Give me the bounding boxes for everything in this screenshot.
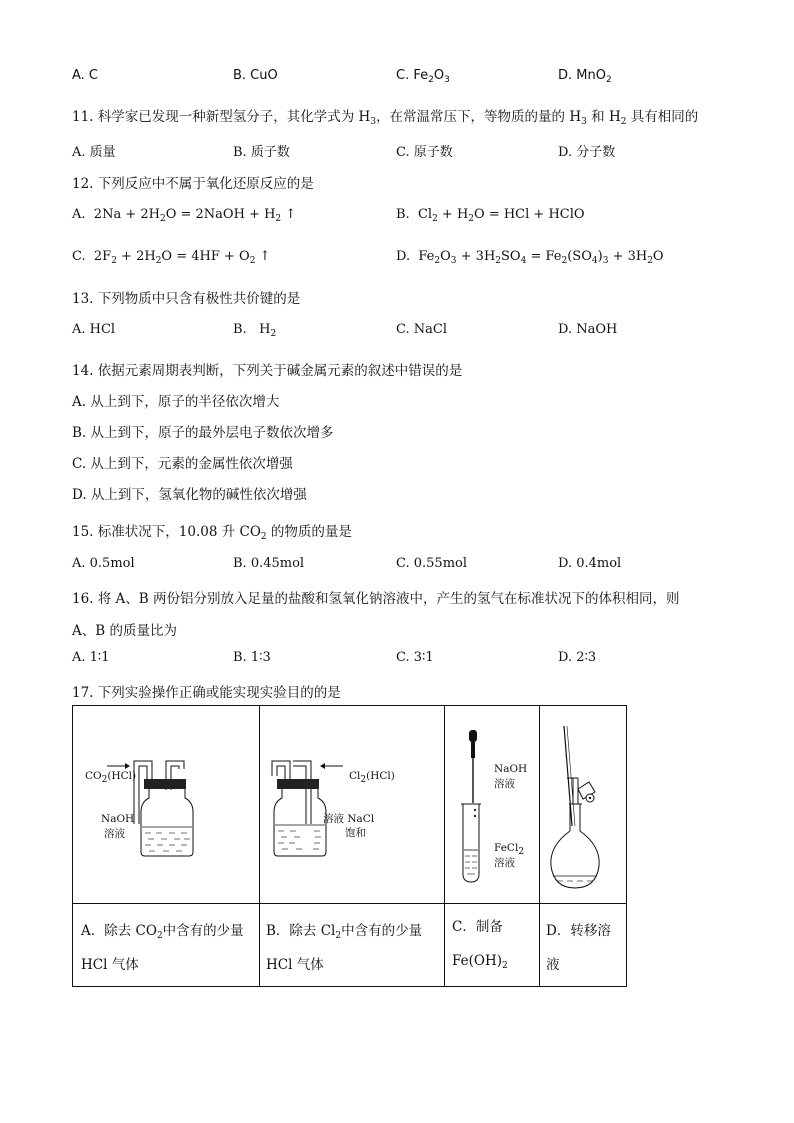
q11-option-b: B. 质子数 [233,145,290,160]
q16-option-d: D. 2∶3 [558,650,597,665]
figure-b-solution-label-1: 溶液 NaCl [323,813,375,825]
figure-c-tube-label-2: 溶液 [494,857,515,869]
q14-option-a: A. 从上到下，原子的半径依次增大 [72,394,280,410]
caption-c-line-1: C．制备 [452,919,503,935]
caption-c-line-2: $Fe(OH)_2$ [452,953,508,971]
q12-option-a: A. $2Na + 2H_2O$ = 2NaOH + $H_2$ ↑ [72,207,297,224]
q13-option-d: D. NaOH [558,322,618,337]
q15-option-c: C. 0.55mol [396,556,468,571]
figure-a-gas-label: $CO_2(HCl)$ [85,770,137,785]
q14-stem: 14. 依据元素周期表判断，下列关于碱金属元素的叙述中错误的是 [72,363,463,379]
caption-b-line-2: HCl 气体 [266,957,324,973]
q12-stem: 12. 下列反应中不属于氧化还原反应的是 [72,176,314,192]
figure-c-tube-label-1: FeCl$_2$ [494,842,525,857]
figure-c-dropper-label-2: 溶液 [494,778,515,790]
q11-option-d: D. 分子数 [558,145,616,160]
caption-d-line-1: D．转移溶 [546,923,611,939]
q15-option-d: D. 0.4mol [558,556,622,571]
q15-stem: 15. 标准状况下，10.08 升 $CO_2$ 的物质的量是 [72,524,352,542]
q10-option-d: D. MnO$_2$ [558,68,612,85]
q10-option-b: B. CuO [233,68,278,83]
q12-option-b: B. $Cl_2 + H_2O$ = HCl + HClO [396,207,585,224]
q16-option-c: C. 3∶1 [396,650,434,665]
figure-c-dropper-label-1: NaOH [494,763,528,775]
q17-apparatus-table [72,705,627,987]
q15-option-a: A. 0.5mol [72,556,135,571]
wash-bottle-a-drawing [73,706,259,903]
q11-option-c: C. 原子数 [396,145,453,160]
q11-stem: 11. 科学家已发现一种新型氢分子，其化学式为 $H_3$，在常温常压下，等物质的量的 $H_3$ 和 $H_2$ 具有相同的 [72,109,699,127]
q10-option-a: A. C [72,68,99,83]
volumetric-flask-drawing [539,706,628,903]
q14-option-b: B. 从上到下，原子的最外层电子数依次增多 [72,425,334,441]
figure-d-volumetric-flask [539,706,628,903]
q13-option-c: C. NaCl [396,322,447,337]
q17-stem: 17. 下列实验操作正确或能实现实验目的的是 [72,685,341,701]
q14-option-d: D. 从上到下，氢氧化物的碱性依次增强 [72,487,307,503]
q16-stem-line1: 16. 将 A、B 两份铝分别放入足量的盐酸和氢氧化钠溶液中，产生的氢气在标准状况下的体积相同，则 [72,591,680,607]
caption-d-line-2: 液 [546,957,560,973]
wash-bottle-b-drawing [259,706,444,903]
caption-a-line-2: HCl 气体 [81,957,139,973]
caption-a-line-1: A．除去 $CO_2$中含有的少量 [81,923,244,941]
figure-a-wash-bottle [73,706,259,903]
q16-option-b: B. 1∶3 [233,650,271,665]
table-divider [73,903,626,904]
q13-option-b: B. $H_2$ [233,322,277,339]
q13-stem: 13. 下列物质中只含有极性共价键的是 [72,291,301,307]
figure-a-solution-label-2: 溶液 [104,828,125,840]
figure-c-test-tube [444,706,539,903]
q16-option-a: A. 1∶1 [72,650,110,665]
q12-option-d: D. $Fe_2O_3 + 3H_2SO_4 = Fe_2(SO_4)_3 + 3H_2O$ [396,249,664,266]
figure-b-solution-label-2: 饱和 [345,827,366,839]
figure-b-wash-bottle [259,706,444,903]
figure-a-solution-label-1: NaOH [101,813,135,825]
q17-caption-b [266,914,441,982]
q11-option-a: A. 质量 [72,145,116,160]
q10-option-c: C. $Fe_2O_3$ [396,68,450,85]
figure-b-gas-label: $Cl_2(HCl)$ [349,770,395,785]
caption-b-line-1: B．除去 $Cl_2$中含有的少量 [266,923,423,941]
q17-caption-c [452,910,537,978]
q17-caption-a [81,914,256,982]
q15-option-b: B. 0.45mol [233,556,305,571]
test-tube-drawing [444,706,539,903]
q13-option-a: A. HCl [72,322,116,337]
q14-option-c: C. 从上到下，元素的金属性依次增强 [72,456,293,472]
q16-stem-line2: A、B 的质量比为 [72,623,177,639]
q17-caption-d [546,914,626,982]
q12-option-c: C. $2F_2 + 2H_2O = 4HF + O_2$ ↑ [72,249,271,266]
